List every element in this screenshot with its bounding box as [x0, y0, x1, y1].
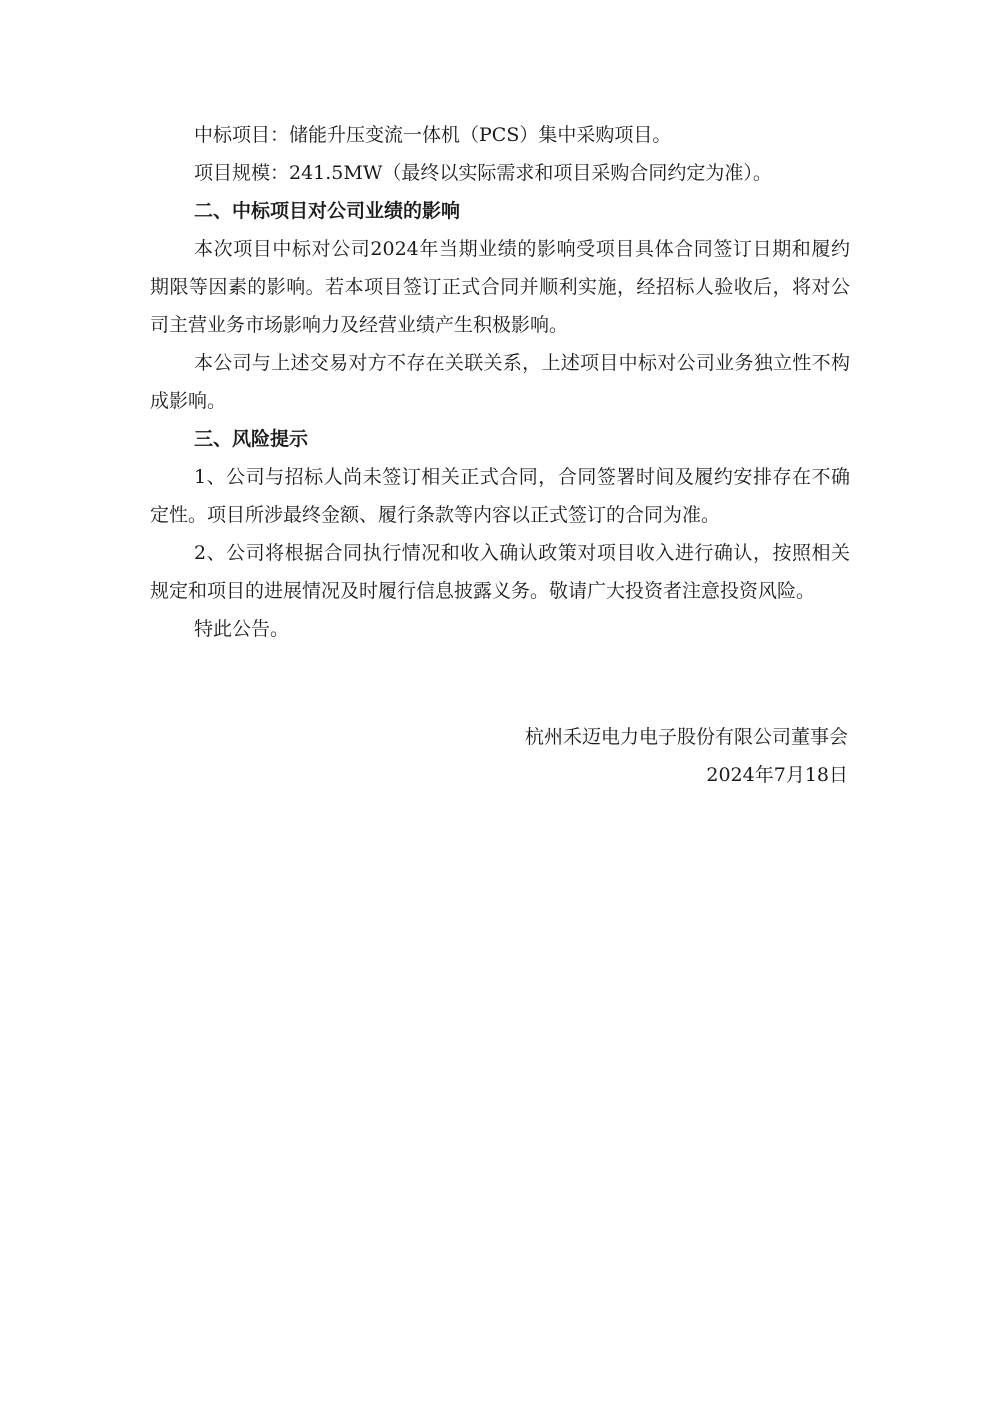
impact-paragraph: 本次项目中标对公司2024年当期业绩的影响受项目具体合同签订日期和履约期限等因素的影响。若本项目签订正式合同并顺利实施，经招标人验收后，将对公司主营业务市场影响力及经营业绩产生积极影响。: [150, 238, 850, 336]
document-body: [150, 116, 850, 648]
independence-paragraph: 本公司与上述交易对方不存在关联关系，上述项目中标对公司业务独立性不构成影响。: [150, 352, 850, 412]
section-heading-impact: 二、中标项目对公司业绩的影响: [194, 200, 461, 222]
winning-project-line: 中标项目：储能升压变流一体机（PCS）集中采购项目。: [194, 124, 672, 146]
risk-item-2: 2、公司将根据合同执行情况和收入确认政策对项目收入进行确认，按照相关规定和项目的进展情况及时履行信息披露义务。敬请广大投资者注意投资风险。: [150, 542, 850, 602]
signature-company: 杭州禾迈电力电子股份有限公司董事会: [524, 726, 848, 748]
project-scale-line: 项目规模：241.5MW（最终以实际需求和项目采购合同约定为准）。: [194, 162, 772, 184]
signature-date: 2024年7月18日: [706, 764, 848, 786]
section-heading-risk: 三、风险提示: [194, 428, 309, 450]
risk-item-1: 1、公司与招标人尚未签订相关正式合同，合同签署时间及履约安排存在不确定性。项目所涉最终金额、履行条款等内容以正式签订的合同为准。: [150, 466, 850, 526]
closing-line: 特此公告。: [194, 618, 290, 640]
